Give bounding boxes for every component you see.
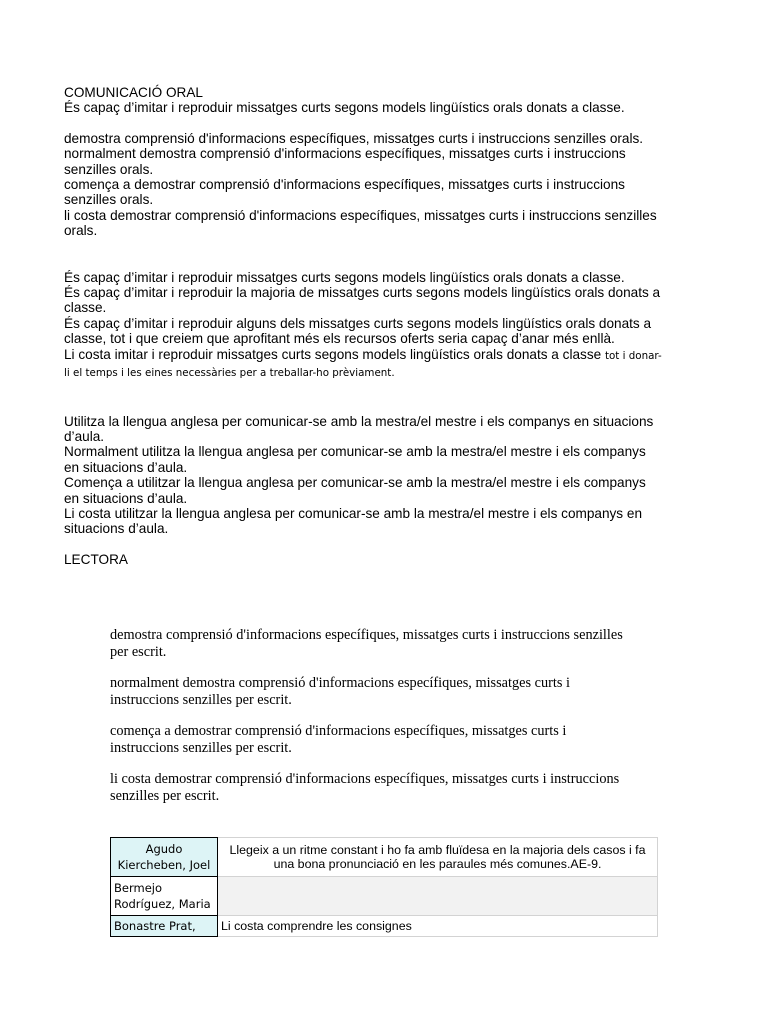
descriptor-line: normalment demostra comprensió d'informacions específiques, missatges curts i instruccions senzilles per escrit. xyxy=(110,675,570,708)
descriptor-line: comença a demostrar comprensió d'informacions específiques, missatges curts i instruccions senzilles orals. xyxy=(64,177,625,208)
descriptor-line: normalment demostra comprensió d'informacions específiques, missatges curts i instruccions senzilles orals. xyxy=(64,146,626,177)
student-grades-table xyxy=(110,837,658,937)
student-comment-cell: Li costa comprendre les consignes xyxy=(218,916,658,937)
descriptor-small-text: tot i donar-li el temps i les eines necessàries per a treballar-ho prèviament. xyxy=(64,349,662,380)
descriptor-line: Li costa utilitzar la llengua anglesa per comunicar-se amb la mestra/el mestre i els companys en situacions d’aula. xyxy=(64,505,642,537)
oral-group-comprehension xyxy=(64,131,664,239)
section-heading-oral: COMUNICACIÓ ORAL xyxy=(64,85,203,100)
table-row xyxy=(111,877,658,916)
oral-group-imitation xyxy=(64,270,664,382)
student-name-cell: Bonastre Prat, xyxy=(111,916,218,937)
descriptor-line: Normalment utilitza la llengua anglesa per comunicar-se amb la mestra/el mestre i els companys en situacions d’aula. xyxy=(64,444,646,475)
student-comment-cell xyxy=(218,877,658,916)
student-comment-cell: Llegeix a un ritme constant i ho fa amb fluïdesa en la majoria dels casos i fa una bona pronunciació en les paraules més comunes.AE-9. xyxy=(218,838,658,877)
document-page xyxy=(64,85,664,567)
descriptor-line: demostra comprensió d'informacions específiques, missatges curts i instruccions senzilles per escrit. xyxy=(110,627,623,660)
descriptor-line: demostra comprensió d'informacions específiques, missatges curts i instruccions senzilles orals. xyxy=(64,130,644,146)
descriptor-line: És capaç d’imitar i reproduir la majoria de missatges curts segons models lingüístics orals donats a classe. xyxy=(64,285,661,316)
descriptor-line: Utilitza la llengua anglesa per comunicar-se amb la mestra/el mestre i els companys en situacions d’aula. xyxy=(64,413,654,444)
descriptor-line: Comença a utilitzar la llengua anglesa per comunicar-se amb la mestra/el mestre i els companys en situacions d’aula. xyxy=(64,475,646,506)
descriptor-main-text: Li costa imitar i reproduir missatges curts segons models lingüístics orals donats a classe xyxy=(64,346,602,362)
descriptor-line xyxy=(64,347,664,382)
descriptor-line: li costa demostrar comprensió d'informacions específiques, missatges curts i instruccions senzilles per escrit. xyxy=(110,771,620,804)
lectora-heading-block xyxy=(64,552,664,567)
student-name-cell: Bermejo Rodríguez, Maria xyxy=(111,877,218,916)
student-name-cell: Agudo Kiercheben, Joel xyxy=(111,838,218,877)
descriptor-line: És capaç d’imitar i reproduir missatges curts segons models lingüístics orals donats a classe. xyxy=(64,269,625,285)
table-row xyxy=(111,838,658,877)
table-row xyxy=(111,916,658,937)
descriptor-line: comença a demostrar comprensió d'informacions específiques, missatges curts i instruccions senzilles per escrit. xyxy=(110,723,567,756)
descriptor-line: li costa demostrar comprensió d'informacions específiques, missatges curts i instruccions senzilles orals. xyxy=(64,207,657,239)
oral-section xyxy=(64,85,664,116)
section-heading-lectora: LECTORA xyxy=(64,551,128,567)
lectora-descriptors xyxy=(110,627,630,819)
oral-intro: És capaç d’imitar i reproduir missatges curts segons models lingüístics orals donats a classe. xyxy=(64,100,625,116)
descriptor-line: És capaç d’imitar i reproduir alguns dels missatges curts segons models lingüístics orals donats a classe, tot i que creiem que aprofitant més els recursos oferts seria capaç d’anar més enllà. xyxy=(64,315,652,347)
oral-group-usage xyxy=(64,414,664,537)
